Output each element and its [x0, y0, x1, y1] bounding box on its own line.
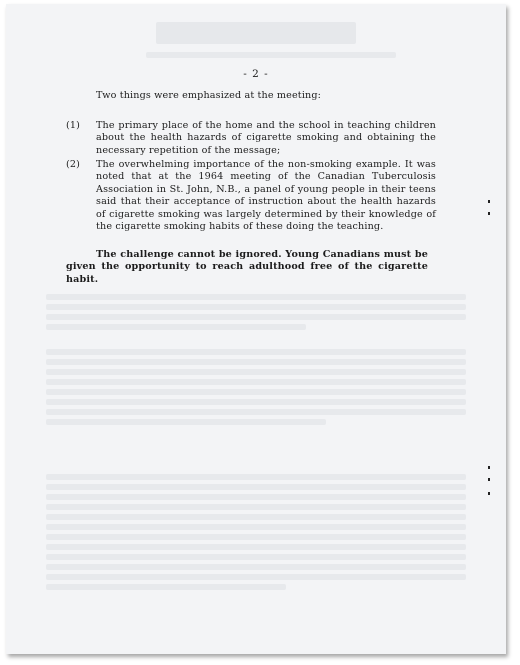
list-item-text: The primary place of the home and the school in teaching children about the health hazards of cigarette smoking and obtaining the necessary repetition of the message; — [96, 120, 436, 156]
bleed-through-line — [46, 314, 466, 320]
list-item-text: The overwhelming importance of the non-smoking example. It was noted that at the 1964 meeting of the Canadian Tuberculosis Association in St. John, N.B., a panel of young people in their teens said that their acceptance of instruction about the health hazards of cigarette smoking was largely determined by their knowledge of the cigarette smoking habits of these doing the teaching. — [96, 159, 436, 233]
bleed-through-line — [46, 504, 466, 510]
margin-mark — [488, 478, 490, 481]
document-page — [6, 4, 506, 654]
intro-paragraph: Two things were emphasized at the meeting: — [96, 90, 322, 101]
bleed-through-line — [46, 564, 466, 570]
bleed-through-line — [46, 419, 326, 425]
bleed-through-line — [46, 544, 466, 550]
bleed-through-heading — [156, 22, 356, 44]
bleed-through-line — [46, 514, 466, 520]
margin-mark — [488, 212, 490, 215]
bleed-through-line — [46, 379, 466, 385]
bleed-through-line — [46, 474, 466, 480]
bleed-through-line — [46, 324, 306, 330]
bleed-through-line — [46, 294, 466, 300]
bleed-through-line — [46, 399, 466, 405]
bleed-through-line — [46, 304, 466, 310]
bleed-through-line — [46, 534, 466, 540]
bleed-through-line — [46, 409, 466, 415]
list-item — [66, 159, 436, 233]
margin-mark — [488, 466, 490, 469]
bleed-through-line — [46, 524, 466, 530]
bleed-through-line — [46, 574, 466, 580]
margin-mark — [488, 492, 490, 495]
bleed-through-line — [46, 369, 466, 375]
bleed-through-line — [46, 584, 286, 590]
margin-mark — [488, 200, 490, 203]
bleed-through-line — [46, 349, 466, 355]
page-number: - 2 - — [243, 68, 269, 80]
list-item — [66, 120, 436, 157]
list-item-number: (1) — [66, 120, 81, 131]
bleed-through-line — [46, 484, 466, 490]
bleed-through-line — [146, 52, 396, 58]
bleed-through-line — [46, 359, 466, 365]
bleed-through-line — [46, 554, 466, 560]
closing-paragraph: The challenge cannot be ignored. Young Canadians must be given the opportunity to reach adulthood free of the cigarette habit. — [66, 249, 428, 285]
list-item-number: (2) — [66, 159, 81, 170]
bleed-through-line — [46, 494, 466, 500]
bleed-through-line — [46, 389, 466, 395]
